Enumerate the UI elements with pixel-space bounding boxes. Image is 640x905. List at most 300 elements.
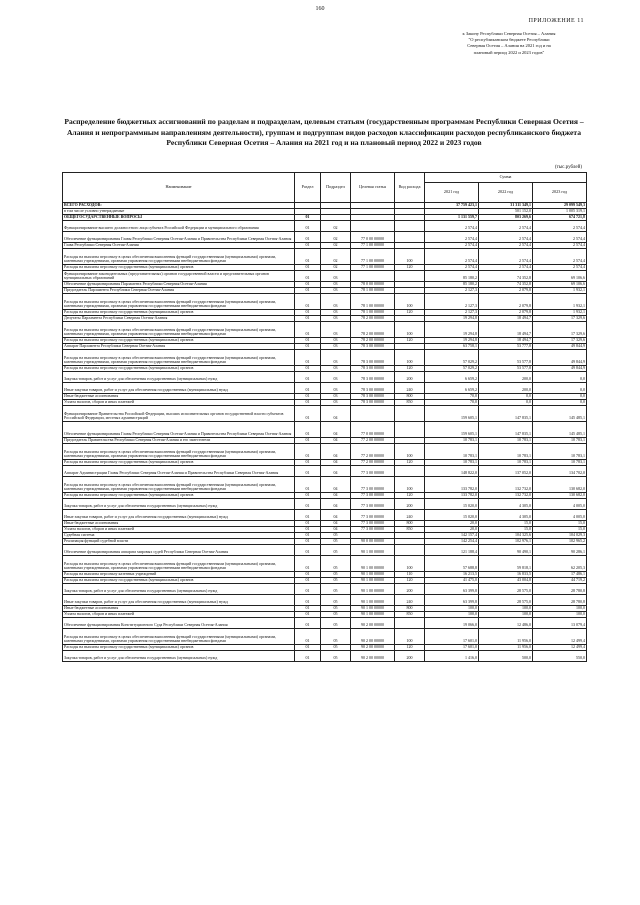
row-2022-cell: 10 783,1	[479, 444, 533, 460]
row-2021-cell: 2 127,3	[425, 294, 479, 310]
law-reference-line: к Закону Республики Северная Осетия – Алания	[462, 31, 556, 36]
row-2023-cell: 15,0	[533, 527, 587, 533]
col-header-name: Наименование	[63, 173, 295, 203]
row-2023-cell: 0,0	[533, 400, 587, 406]
row-2023-cell: 2 574,4	[533, 221, 587, 232]
law-reference-line: плановый период 2022 и 2023 годов"	[473, 49, 545, 55]
row-subsection-cell: 04	[321, 438, 351, 444]
law-reference-line: "О республиканском бюджете Республики	[468, 37, 550, 43]
row-target-article-cell	[351, 221, 395, 232]
row-2021-cell: 57 688,8	[425, 556, 479, 572]
row-section-cell: 01	[295, 288, 321, 294]
row-section-cell: 01	[295, 629, 321, 645]
row-expense-type-cell: 110	[395, 572, 425, 578]
row-name-cell: Расходы на выплаты персоналу в целях обеспечения выполнения функций государственными (муниципальными) органами, казенными учреждениями, органами управления государственными внебюджетными фондами	[63, 350, 295, 366]
row-subsection-cell: 03	[321, 344, 351, 350]
row-name-cell: Иные бюджетные ассигнования	[63, 521, 295, 527]
row-expense-type-cell: 100	[395, 477, 425, 493]
row-expense-type-cell: 100	[395, 294, 425, 310]
row-expense-type-cell: 120	[395, 578, 425, 584]
row-section-cell: 01	[295, 400, 321, 406]
row-name-cell: Функционирование высшего должностного лица субъекта Российской Федерации и муниципального образования	[63, 221, 295, 232]
row-target-article-cell: 90 2 00 00000	[351, 651, 395, 662]
row-target-article-cell: 77 2 00 00000	[351, 438, 395, 444]
row-subsection-cell: 05	[321, 539, 351, 545]
row-2022-cell: 104 325,6	[479, 533, 533, 539]
row-subsection-cell: 04	[321, 521, 351, 527]
row-subsection-cell: 03	[321, 350, 351, 366]
row-section-cell: 01	[295, 460, 321, 466]
row-section-cell: 01	[295, 221, 321, 232]
row-2023-cell: 13 079,4	[533, 618, 587, 629]
row-expense-type-cell: 100	[395, 444, 425, 460]
row-target-article-cell: 77 1 00 00000	[351, 265, 395, 271]
row-2023-cell: 0,0	[533, 383, 587, 394]
row-2022-cell: 11 956,0	[479, 645, 533, 651]
row-2023-cell: 29 099 549,3	[533, 203, 587, 209]
row-section-cell: 01	[295, 372, 321, 383]
row-2023-cell: 2 574,4	[533, 243, 587, 249]
row-target-article-cell: 78 3 00 00000	[351, 400, 395, 406]
row-name-cell: Аппарат Парламента Республики Северная Осетия-Алания	[63, 344, 295, 350]
row-name-cell: Расходы на выплаты персоналу в целях обеспечения выполнения функций государственными (муниципальными) органами, казенными учреждениями, органами управления государственными внебюджетными фондами	[63, 249, 295, 265]
row-expense-type-cell	[395, 271, 425, 282]
row-section-cell: 01	[295, 466, 321, 477]
row-expense-type-cell: 100	[395, 249, 425, 265]
row-subsection-cell: 04	[321, 499, 351, 510]
row-name-cell: Уплата налогов, сборов и иных платежей	[63, 612, 295, 618]
col-header-target-article: Целевая статья	[351, 173, 395, 203]
row-section-cell: 01	[295, 606, 321, 612]
law-reference	[434, 31, 584, 56]
row-expense-type-cell: 120	[395, 265, 425, 271]
row-subsection-cell: 02	[321, 232, 351, 243]
row-2022-cell: 53 777,8	[479, 344, 533, 350]
row-section-cell: 01	[295, 406, 321, 422]
row-subsection-cell: 05	[321, 606, 351, 612]
row-name-cell: Расходы на выплаты персоналу в целях обеспечения выполнения функций государственными (муниципальными) органами, казенными учреждениями, органами управления государственными внебюджетными фондами	[63, 322, 295, 338]
row-target-article-cell: 78 3 00 00000	[351, 366, 395, 372]
row-2022-cell: 2 574,4	[479, 232, 533, 243]
row-2023-cell: 100,0	[533, 612, 587, 618]
row-section-cell: 01	[295, 322, 321, 338]
row-expense-type-cell: 120	[395, 645, 425, 651]
row-section-cell: 01	[295, 243, 321, 249]
row-2021-cell: 10 783,1	[425, 444, 479, 460]
row-target-article-cell: 77 3 00 00000	[351, 466, 395, 477]
budget-table	[62, 172, 587, 662]
row-2022-cell: 74 352,8	[479, 271, 533, 282]
row-2022-cell: 0,0	[479, 400, 533, 406]
row-name-cell: Иные закупки товаров, работ и услуг для обеспечения государственных (муниципальных) нужд	[63, 595, 295, 606]
row-2021-cell: 133 782,0	[425, 493, 479, 499]
row-name-cell: Иные закупки товаров, работ и услуг для обеспечения государственных (муниципальных) нужд	[63, 510, 295, 521]
row-2023-cell: 10 783,1	[533, 460, 587, 466]
row-expense-type-cell	[395, 422, 425, 438]
row-expense-type-cell: 800	[395, 394, 425, 400]
row-2023-cell: 49 844,9	[533, 350, 587, 366]
row-expense-type-cell: 850	[395, 612, 425, 618]
row-2023-cell: 100,0	[533, 606, 587, 612]
table-row	[63, 618, 587, 629]
row-name-cell: Расходы на выплаты персоналу государственных (муниципальных) органов	[63, 493, 295, 499]
row-2022-cell: 28 575,0	[479, 584, 533, 595]
row-section-cell: 01	[295, 249, 321, 265]
row-name-cell: Расходы на выплаты персоналу в целях обеспечения выполнения функций государственными (муниципальными) органами, казенными учреждениями, органами управления государственными внебюджетными фондами	[63, 294, 295, 310]
row-name-cell: Расходы на выплаты персоналу казенных учреждений	[63, 572, 295, 578]
row-target-article-cell: 77 2 00 00000	[351, 444, 395, 460]
row-section-cell: 01	[295, 533, 321, 539]
row-target-article-cell: 77 3 00 00000	[351, 527, 395, 533]
row-section-cell: 01	[295, 572, 321, 578]
row-2021-cell: 63 758,1	[425, 344, 479, 350]
row-2021-cell: 57 029,2	[425, 350, 479, 366]
row-2021-cell: 1 131 559,7	[425, 215, 479, 221]
row-section-cell: 01	[295, 294, 321, 310]
row-2021-cell: 15 020,0	[425, 499, 479, 510]
row-expense-type-cell: 200	[395, 499, 425, 510]
row-expense-type-cell: 100	[395, 350, 425, 366]
row-2023-cell: 1 932,1	[533, 288, 587, 294]
col-header-year-2023: 2023 год	[533, 183, 587, 203]
row-2022-cell: 53 577,8	[479, 366, 533, 372]
row-expense-type-cell: 240	[395, 595, 425, 606]
row-2023-cell: 17 329,6	[533, 338, 587, 344]
row-2022-cell: 2 079,8	[479, 294, 533, 310]
row-target-article-cell	[351, 271, 395, 282]
row-2021-cell: 2 574,4	[425, 265, 479, 271]
row-subsection-cell: 03	[321, 271, 351, 282]
row-subsection-cell: 03	[321, 282, 351, 288]
row-2021-cell: 70,0	[425, 400, 479, 406]
row-target-article-cell: 78 0 00 00000	[351, 282, 395, 288]
row-subsection-cell: 03	[321, 338, 351, 344]
row-target-article-cell: 77 0 00 00000	[351, 232, 395, 243]
row-2021-cell: 2 574,4	[425, 221, 479, 232]
row-2021-cell: 2 574,4	[425, 249, 479, 265]
row-expense-type-cell: 240	[395, 383, 425, 394]
row-subsection-cell: 02	[321, 249, 351, 265]
row-section-cell: 01	[295, 438, 321, 444]
row-2023-cell: 2 574,4	[533, 265, 587, 271]
row-section-cell: 01	[295, 499, 321, 510]
col-header-subsection: Подраздел	[321, 173, 351, 203]
table-row	[63, 271, 587, 282]
document-title: Распределение бюджетных ассигнований по разделам и подразделам, целевым статьям (государственным программам Республики Северная Осетия – Алания и непрограммным направлениям деятельности), группам и подгруппам видов расходов классификации расходов республиканского бюджета Республики Северная Осетия – Алания на 2021 год и на плановый период 2022 и 2023 годов	[64, 117, 584, 148]
row-subsection-cell: 05	[321, 584, 351, 595]
row-2021-cell: 16 213,5	[425, 572, 479, 578]
row-section-cell: 01	[295, 493, 321, 499]
row-subsection-cell: 05	[321, 556, 351, 572]
budget-table-body	[63, 203, 587, 662]
row-2021-cell: 100,0	[425, 606, 479, 612]
row-2021-cell: 142 157,4	[425, 533, 479, 539]
row-name-cell: Закупка товаров, работ и услуг для обеспечения государственных (муниципальных) нужд	[63, 372, 295, 383]
row-section-cell: 01	[295, 338, 321, 344]
row-target-article-cell	[351, 406, 395, 422]
row-name-cell: ОБЩЕГОСУДАРСТВЕННЫЕ ВОПРОСЫ	[63, 215, 295, 221]
table-row	[63, 221, 587, 232]
table-row	[63, 350, 587, 366]
row-name-cell: Аппарат Администрации Главы Республики Северная Осетия-Алания и Правительства Республики Северная Осетия-Алания	[63, 466, 295, 477]
row-name-cell: ВСЕГО РАСХОДОВ:	[63, 203, 295, 209]
row-name-cell: Расходы на выплаты персоналу государственных (муниципальных) органов	[63, 578, 295, 584]
row-expense-type-cell: 800	[395, 606, 425, 612]
row-2021-cell: 85 180,2	[425, 282, 479, 288]
row-2022-cell: 2 574,4	[479, 249, 533, 265]
row-target-article-cell: 77 2 00 00000	[351, 460, 395, 466]
row-name-cell: Расходы на выплаты персоналу в целях обеспечения выполнения функций государственными (муниципальными) органами, казенными учреждениями, органами управления государственными внебюджетными фондами	[63, 556, 295, 572]
row-2021-cell: 142 254,4	[425, 539, 479, 545]
row-subsection-cell: 03	[321, 383, 351, 394]
row-section-cell: 01	[295, 215, 321, 221]
row-2023-cell: 550,0	[533, 651, 587, 662]
row-2022-cell: 501 152,0	[479, 209, 533, 215]
row-2023-cell: 90 286,1	[533, 545, 587, 556]
row-2023-cell: 0,0	[533, 394, 587, 400]
row-subsection-cell: 04	[321, 466, 351, 477]
row-target-article-cell: 90 1 00 00000	[351, 572, 395, 578]
row-2022-cell: 10 783,1	[479, 438, 533, 444]
row-2023-cell: 17 486,1	[533, 572, 587, 578]
table-row	[63, 545, 587, 556]
row-subsection-cell: 04	[321, 477, 351, 493]
row-name-cell: Расходы на выплаты персоналу государственных (муниципальных) органов	[63, 338, 295, 344]
row-section-cell: 01	[295, 510, 321, 521]
row-2022-cell: 10 783,1	[479, 460, 533, 466]
row-2021-cell: 6 659,2	[425, 372, 479, 383]
row-2021-cell: 19 294,8	[425, 322, 479, 338]
row-expense-type-cell	[395, 221, 425, 232]
row-2023-cell: 674 721,8	[533, 215, 587, 221]
row-2021-cell: 41 475,0	[425, 578, 479, 584]
table-row	[63, 466, 587, 477]
row-2021-cell: 10 783,1	[425, 438, 479, 444]
row-target-article-cell: 90 2 00 00000	[351, 629, 395, 645]
row-2023-cell: 102 965,2	[533, 539, 587, 545]
row-subsection-cell: 02	[321, 221, 351, 232]
row-expense-type-cell	[395, 618, 425, 629]
row-2022-cell: 2 079,8	[479, 310, 533, 316]
row-target-article-cell: 77 1 00 00000	[351, 243, 395, 249]
row-2022-cell: 12 486,0	[479, 618, 533, 629]
row-name-cell: Председатель Правительства Республики Северная Осетия-Алания и его заместители	[63, 438, 295, 444]
row-name-cell: Закупка товаров, работ и услуг для обеспечения государственных (муниципальных) нужд	[63, 651, 295, 662]
row-2021-cell: 2 574,4	[425, 232, 479, 243]
row-2022-cell: 18 494,7	[479, 322, 533, 338]
row-2022-cell: 2 574,4	[479, 221, 533, 232]
row-2023-cell: 49 844,9	[533, 366, 587, 372]
row-subsection-cell: 04	[321, 406, 351, 422]
row-section-cell: 01	[295, 344, 321, 350]
row-section-cell: 01	[295, 310, 321, 316]
row-section-cell: 01	[295, 350, 321, 366]
row-subsection-cell: 03	[321, 400, 351, 406]
row-2022-cell: 15,0	[479, 521, 533, 527]
row-subsection-cell: 03	[321, 288, 351, 294]
table-row	[63, 510, 587, 521]
table-row	[63, 595, 587, 606]
row-section-cell: 01	[295, 521, 321, 527]
row-2021-cell: 15 020,0	[425, 510, 479, 521]
row-2021-cell: 100,0	[425, 612, 479, 618]
table-row	[63, 422, 587, 438]
row-2023-cell: 62 205,3	[533, 556, 587, 572]
row-name-cell: Расходы на выплаты персоналу государственных (муниципальных) органов	[63, 310, 295, 316]
row-section-cell: 01	[295, 651, 321, 662]
row-2023-cell: 17 329,6	[533, 322, 587, 338]
row-target-article-cell: 90 1 00 00000	[351, 584, 395, 595]
units-label: (тыс.рублей)	[554, 165, 582, 170]
row-2022-cell: 137 052,0	[479, 466, 533, 477]
row-subsection-cell: 05	[321, 533, 351, 539]
row-name-cell: Расходы на выплаты персоналу в целях обеспечения выполнения функций государственными (муниципальными) органами, казенными учреждениями, органами управления государственными внебюджетными фондами	[63, 629, 295, 645]
row-2022-cell: 43 004,8	[479, 578, 533, 584]
row-2021-cell: 17 601,0	[425, 645, 479, 651]
row-2022-cell: 28 575,0	[479, 595, 533, 606]
row-2023-cell: 145 485,1	[533, 422, 587, 438]
row-name-cell: Иные бюджетные ассигнования	[63, 394, 295, 400]
row-name-cell: Расходы на выплаты персоналу государственных (муниципальных) органов	[63, 460, 295, 466]
row-2021-cell: 6 659,2	[425, 383, 479, 394]
table-row	[63, 556, 587, 572]
row-name-cell: Расходы на выплаты персоналу в целях обеспечения выполнения функций государственными (муниципальными) органами, казенными учреждениями, органами управления государственными внебюджетными фондами	[63, 477, 295, 493]
row-name-cell: Обеспечение функционирования Парламента Республики Северная Осетия-Алания	[63, 282, 295, 288]
row-2023-cell: 145 485,1	[533, 406, 587, 422]
row-subsection-cell: 03	[321, 394, 351, 400]
row-expense-type-cell: 100	[395, 322, 425, 338]
row-2023-cell: 12 499,4	[533, 629, 587, 645]
row-section-cell: 01	[295, 232, 321, 243]
row-2021-cell: 19 066,0	[425, 618, 479, 629]
row-2022-cell: 74 352,8	[479, 282, 533, 288]
row-2023-cell: 4 005,0	[533, 499, 587, 510]
row-2021-cell: 2 574,4	[425, 243, 479, 249]
table-row	[63, 406, 587, 422]
row-2023-cell: 69 106,6	[533, 271, 587, 282]
page-number: 160	[315, 6, 325, 12]
row-section-cell: 01	[295, 422, 321, 438]
row-section-cell: 01	[295, 444, 321, 460]
row-section-cell: 01	[295, 527, 321, 533]
row-name-cell: Обеспечение функционирования Главы Республики Северная Осетия-Алания и Правительства Республики Северная Осетия-Алания	[63, 232, 295, 243]
row-section-cell: 01	[295, 271, 321, 282]
row-name-cell: Расходы на выплаты персоналу государственных (муниципальных) органов	[63, 645, 295, 651]
row-2022-cell: 500,0	[479, 651, 533, 662]
row-section-cell: 01	[295, 366, 321, 372]
row-name-cell: Расходы на выплаты персоналу государственных (муниципальных) органов	[63, 366, 295, 372]
row-2023-cell: 4 005,0	[533, 510, 587, 521]
row-name-cell: Судебная система	[63, 533, 295, 539]
row-section-cell: 01	[295, 595, 321, 606]
row-2023-cell: 49 844,9	[533, 344, 587, 350]
row-expense-type-cell: 120	[395, 366, 425, 372]
row-2023-cell: 10 783,1	[533, 438, 587, 444]
row-subsection-cell: 04	[321, 444, 351, 460]
row-2023-cell: 28 780,8	[533, 595, 587, 606]
row-2022-cell: 803 269,6	[479, 215, 533, 221]
row-name-cell: Обеспечение функционирования Главы Республики Северная Осетия-Алания и Правительства Республики Северная Осетия-Алания	[63, 422, 295, 438]
row-subsection-cell: 03	[321, 310, 351, 316]
row-target-article-cell: 90 1 00 00000	[351, 595, 395, 606]
row-target-article-cell: 90 1 00 00000	[351, 606, 395, 612]
row-expense-type-cell: 240	[395, 510, 425, 521]
row-expense-type-cell: 100	[395, 556, 425, 572]
row-target-article-cell: 78 2 00 00000	[351, 316, 395, 322]
row-2022-cell: 200,0	[479, 383, 533, 394]
row-2021-cell: 2 127,3	[425, 288, 479, 294]
row-2021-cell: 20,0	[425, 527, 479, 533]
row-target-article-cell: 77 3 00 00000	[351, 493, 395, 499]
row-name-cell: Глава Республики Северная Осетия-Алания	[63, 243, 295, 249]
row-name-cell: Обеспечение функционирования аппарата мировых судей Республики Северная Осетия-Алания	[63, 545, 295, 556]
row-expense-type-cell: 120	[395, 310, 425, 316]
row-2022-cell: 18 494,7	[479, 338, 533, 344]
row-target-article-cell: 90 2 00 00000	[351, 618, 395, 629]
row-subsection-cell: 05	[321, 545, 351, 556]
row-target-article-cell: 90 2 00 00000	[351, 645, 395, 651]
row-target-article-cell: 78 3 00 00000	[351, 372, 395, 383]
row-section-cell: 01	[295, 394, 321, 400]
row-2023-cell: 15,0	[533, 521, 587, 527]
row-expense-type-cell	[395, 406, 425, 422]
row-name-cell: Иные закупки товаров, работ и услуг для обеспечения государственных (муниципальных) нужд	[63, 383, 295, 394]
row-2021-cell: 19 294,8	[425, 316, 479, 322]
row-name-cell: Депутаты Парламента Республики Северная Осетия-Алания	[63, 316, 295, 322]
row-section-cell: 01	[295, 545, 321, 556]
row-2021-cell: 1 416,0	[425, 651, 479, 662]
row-2021-cell: 159 605,1	[425, 406, 479, 422]
table-row	[63, 444, 587, 460]
row-2021-cell: 70,0	[425, 394, 479, 400]
row-subsection-cell: 05	[321, 629, 351, 645]
table-row	[63, 232, 587, 243]
row-subsection-cell: 02	[321, 265, 351, 271]
row-subsection-cell: 05	[321, 595, 351, 606]
row-target-article-cell: 78 1 00 00000	[351, 288, 395, 294]
row-2021-cell: 159 605,1	[425, 422, 479, 438]
row-2023-cell: 1 005 319,1	[533, 209, 587, 215]
row-2022-cell: 31 311 349,1	[479, 203, 533, 209]
row-2021-cell: 121 188,4	[425, 545, 479, 556]
row-2022-cell: 15,0	[479, 527, 533, 533]
row-subsection-cell: 05	[321, 618, 351, 629]
row-2021-cell: 63 399,8	[425, 584, 479, 595]
row-2022-cell: 2 079,8	[479, 288, 533, 294]
row-section-cell: 01	[295, 477, 321, 493]
row-target-article-cell: 78 2 00 00000	[351, 322, 395, 338]
row-expense-type-cell	[395, 466, 425, 477]
col-header-expense-type: Вид расхода	[395, 173, 425, 203]
row-2022-cell: 2 574,4	[479, 265, 533, 271]
row-target-article-cell: 77 3 00 00000	[351, 510, 395, 521]
col-header-year-2022: 2022 год	[479, 183, 533, 203]
row-target-article-cell: 77 3 00 00000	[351, 477, 395, 493]
row-expense-type-cell	[395, 232, 425, 243]
row-subsection-cell: 03	[321, 322, 351, 338]
row-2022-cell: 90 490,1	[479, 545, 533, 556]
row-2023-cell: 104 029,3	[533, 533, 587, 539]
col-header-sum: Сумма	[425, 173, 587, 183]
row-expense-type-cell: 120	[395, 338, 425, 344]
row-section-cell: 01	[295, 265, 321, 271]
row-subsection-cell: 05	[321, 651, 351, 662]
row-target-article-cell: 90 1 00 00000	[351, 545, 395, 556]
row-name-cell: Закупка товаров, работ и услуг для обеспечения государственных (муниципальных) нужд	[63, 584, 295, 595]
row-subsection-cell: 04	[321, 460, 351, 466]
table-row	[63, 629, 587, 645]
row-subsection-cell: 04	[321, 510, 351, 521]
